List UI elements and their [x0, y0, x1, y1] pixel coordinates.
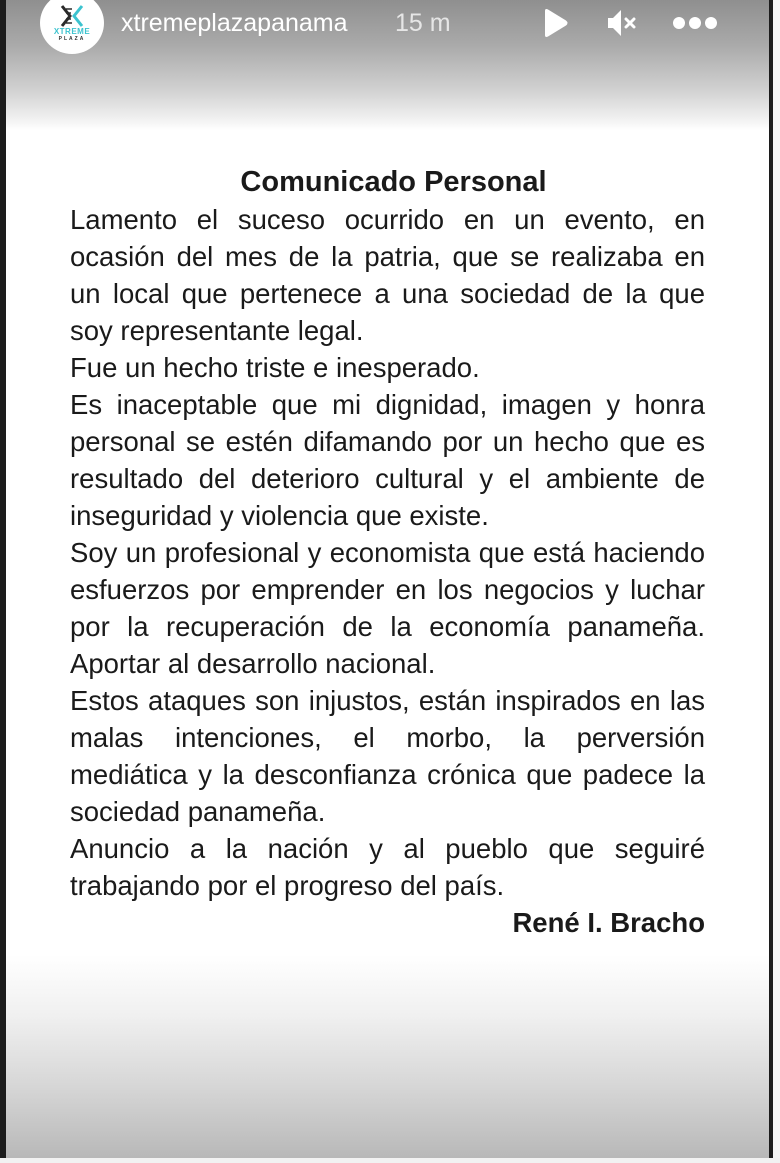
statement-document [70, 164, 705, 942]
paragraph-4: Soy un profesional y economista que está haciendo esfuerzos por emprender en los negocios y luchar por la recuperación de la economía panameña. Aportar al desarrollo nacional. [70, 537, 705, 679]
play-button[interactable] [540, 8, 570, 38]
paragraph-1: Lamento el suceso ocurrido en un evento, en ocasión del mes de la patria, que se realizaba en un local que pertenece a una sociedad de la que soy representante legal. [70, 204, 705, 346]
mute-button[interactable] [602, 8, 642, 38]
paragraph-6: Anuncio a la nación y al pueblo que seguiré trabajando por el progreso del país. [70, 833, 705, 901]
paragraph-5: Estos ataques son injustos, están inspirados en las malas intenciones, el morbo, la perversión mediática y la desconfianza crónica que padece la sociedad panameña. [70, 685, 705, 827]
more-options-icon [672, 16, 718, 30]
story-header [6, 0, 769, 50]
story-viewer[interactable] [6, 0, 769, 1158]
signature: René I. Bracho [512, 907, 705, 938]
story-username[interactable]: xtremeplazapanama [121, 9, 348, 37]
more-options-button[interactable] [670, 8, 720, 38]
document-body [70, 201, 705, 904]
paragraph-2: Fue un hecho triste e inesperado. [70, 352, 480, 383]
footer-gradient-overlay [6, 955, 769, 1158]
document-title: Comunicado Personal [240, 166, 547, 198]
avatar[interactable] [40, 0, 104, 54]
play-icon [541, 8, 569, 38]
story-timestamp: 15 m [395, 9, 451, 37]
window-bottom-edge [0, 1158, 780, 1163]
avatar-logo-subtext: PLAZA [58, 35, 86, 42]
paragraph-3: Es inaceptable que mi dignidad, imagen y honra personal se estén difamando por un hecho que es resultado del deterioro cultural y el ambiente de inseguridad y violencia que existe. [70, 389, 705, 531]
xtreme-plaza-logo-icon [59, 5, 85, 27]
window-right-edge [773, 0, 780, 1163]
avatar-logo-text: XTREME [53, 26, 91, 36]
muted-speaker-icon [605, 8, 639, 38]
